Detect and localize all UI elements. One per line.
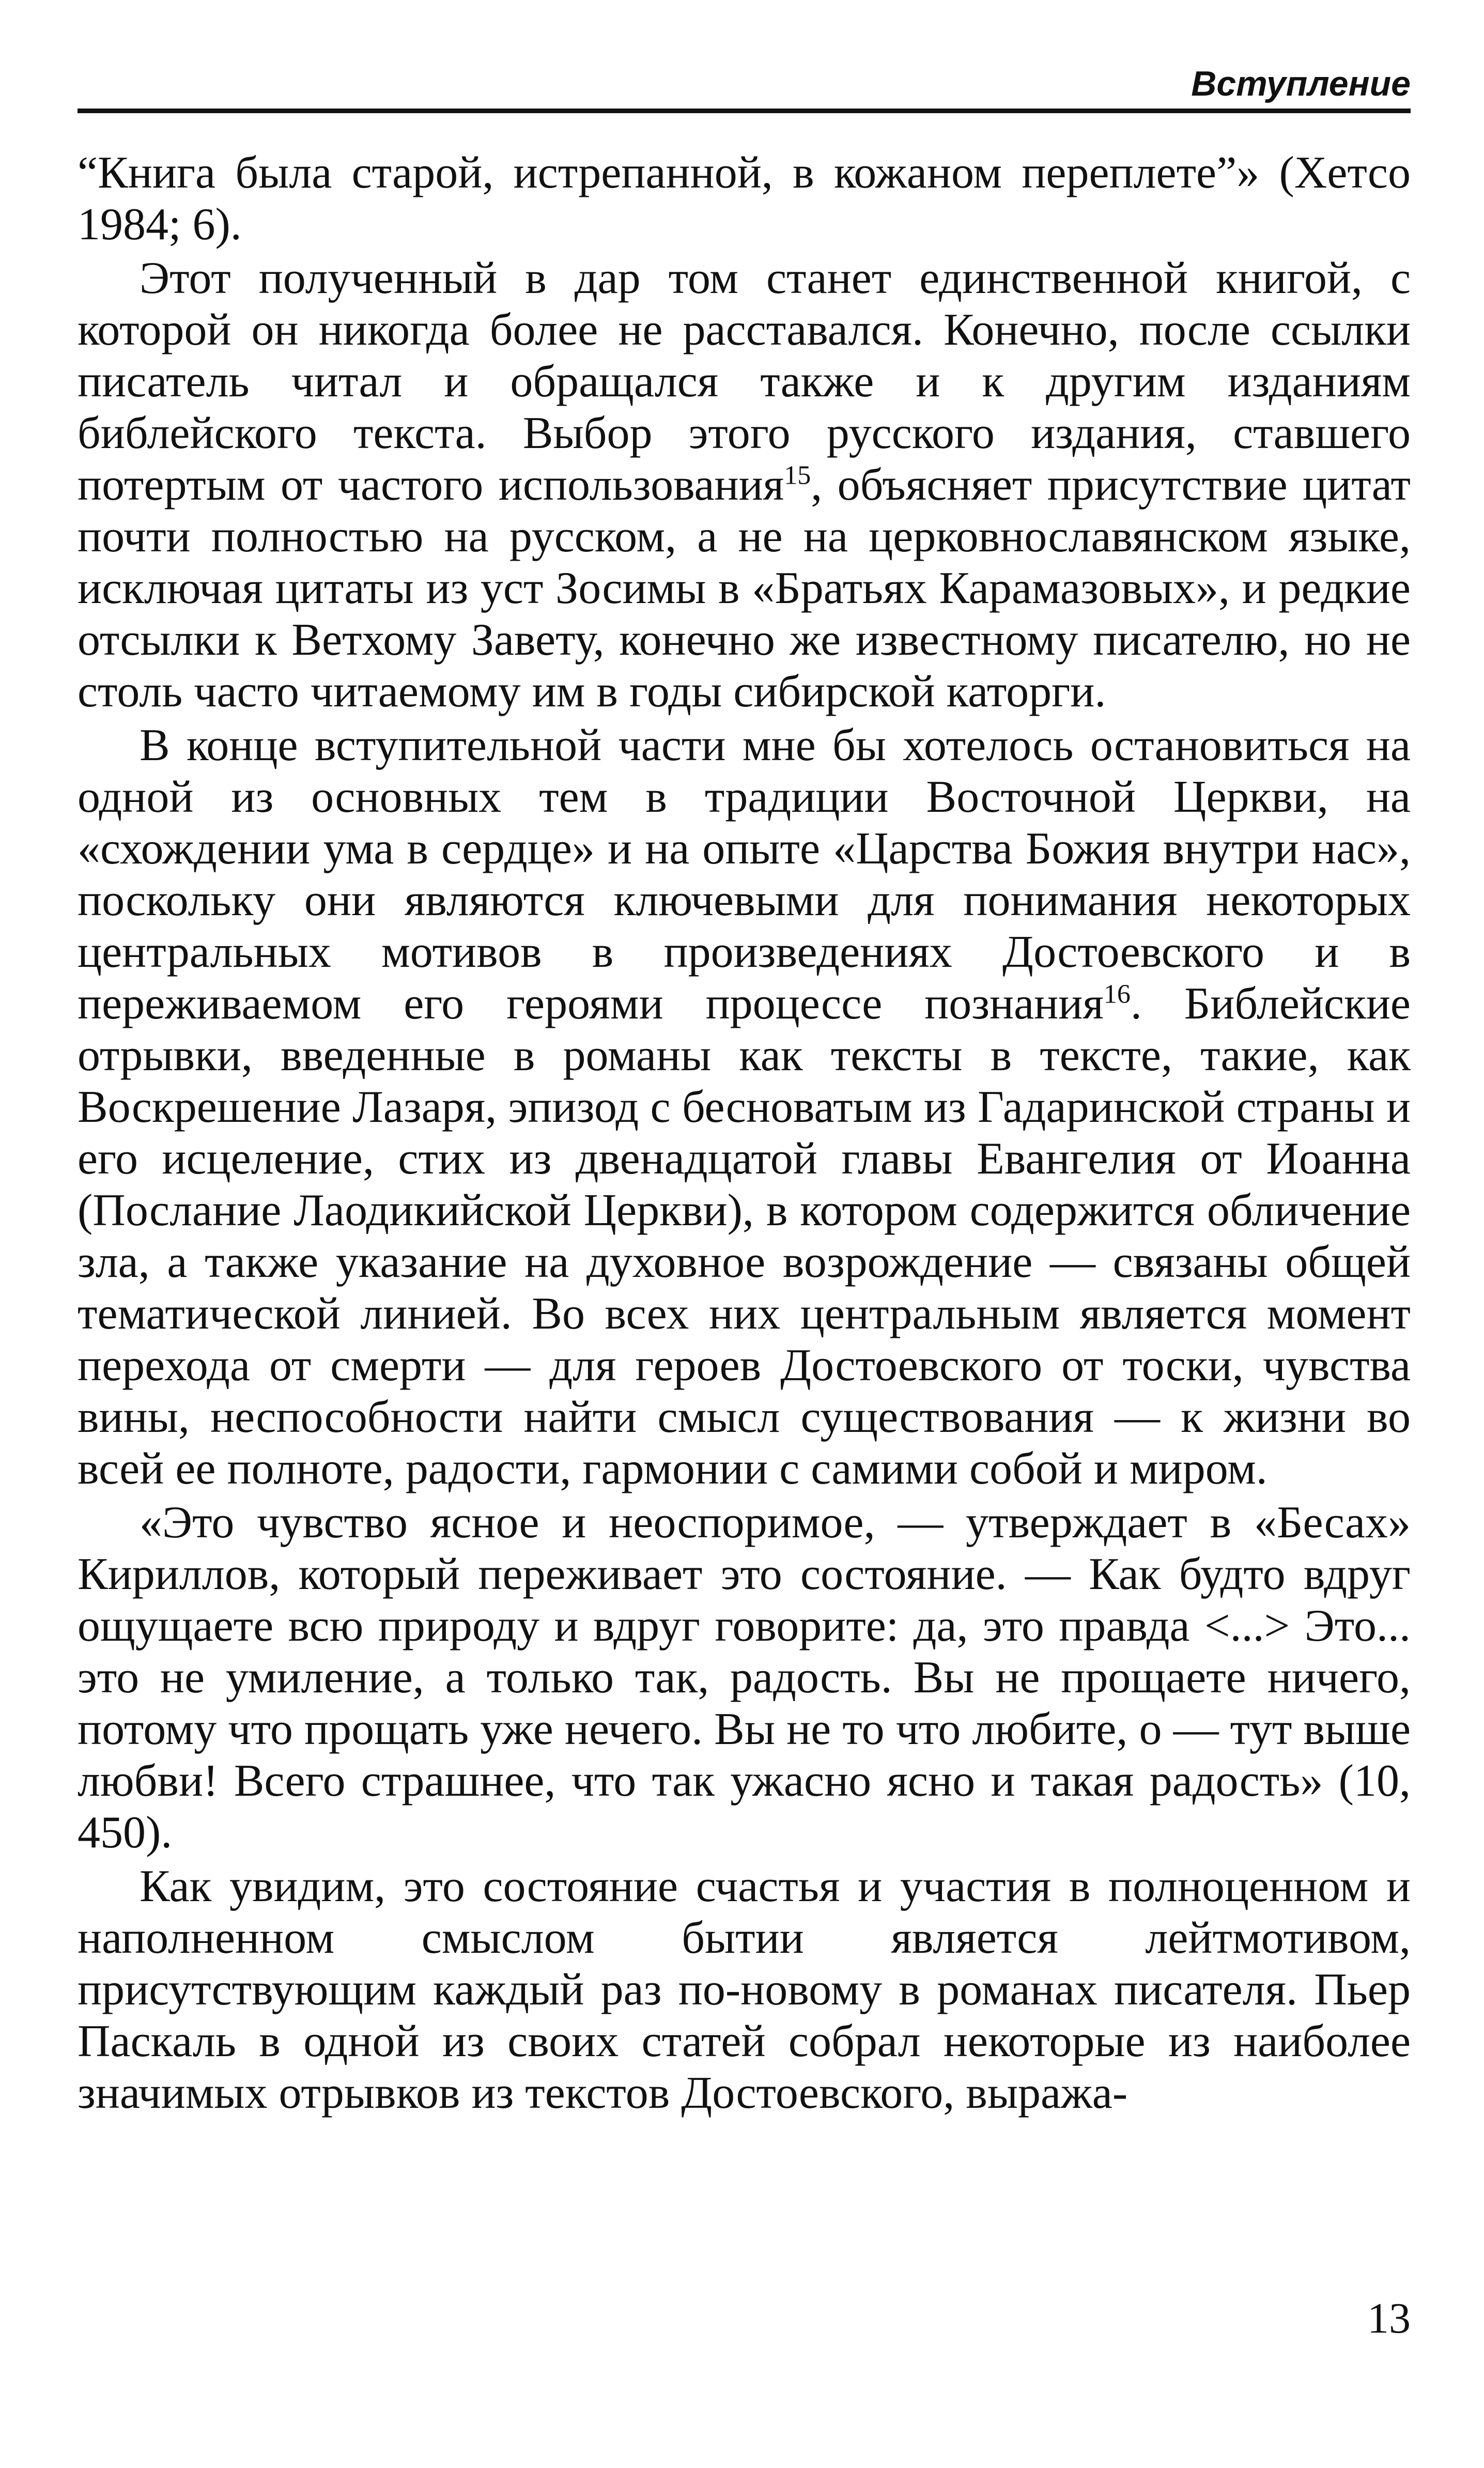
paragraph-text: «Это чувство ясное и неоспоримое, — утверждает в «Бесах» Кириллов, который переживает это состояние. — Как будто вдруг ощущаете всю природу и вдруг говорите: да, это правда <...> Это... это не умиление, а только так, радость. Вы не прощаете ничего, потому что прощать уже нечего. Вы не то что любите, о — тут выше любви! Всего страшнее, что так ужасно ясно и такая радость» (10, 450). <box>78 1498 1411 1858</box>
paragraph-text: В конце вступительной части мне бы хотелось остановиться на одной из основных тем в традиции Восточной Церкви, на «схождении ума в сердце» и на опыте «Царства Божия внутри нас», поскольку они являются ключевыми для понимания некоторых центральных мотивов в произведениях Достоевского и в переживаемом его героями процессе познания <box>78 720 1411 1029</box>
running-header <box>78 47 1411 113</box>
paragraph-text-continued: , объясняет присутствие цитат почти полностью на русском, а не на церковнославянском языке, исключая цитаты из уст Зосимы в «Братьях Карамазовых», и редкие отсылки к Ветхому Завету, конечно же известному писателю, но не столь часто читаемому им в годы сибирской каторги. <box>78 460 1411 717</box>
footnote-marker: 15 <box>784 460 811 490</box>
body-text <box>78 147 1411 2121</box>
paragraph-3 <box>78 720 1411 1495</box>
paragraph-2 <box>78 253 1411 718</box>
running-title: Вступление <box>1191 64 1411 103</box>
paragraph-4 <box>78 1497 1411 1859</box>
page-number: 13 <box>1367 2294 1411 2342</box>
paragraph-text: Как увидим, это состояние счастья и участия в полноценном и наполненном смыслом бытии является лейтмотивом, присутствующим каждый раз по-новому в романах писателя. Пьер Паскаль в одной из своих статей собрал некоторые из наиболее значимых отрывков из текстов Достоевского, выража- <box>78 1861 1411 2118</box>
paragraph-text: Этот полученный в дар том станет единственной книгой, с которой он никогда более не расставался. Конечно, после ссылки писатель читал и обращался также и к другим изданиям библейского текста. Выбор этого русского издания, ставшего потертым от частого использования <box>78 253 1411 510</box>
paragraph-1 <box>78 147 1411 251</box>
paragraph-5 <box>78 1861 1411 2119</box>
paragraph-text-continued: . Библейские отрывки, введенные в романы как тексты в тексте, такие, как Воскрешение Лазаря, эпизод с бесноватым из Гадаринской страны и его исцеление, стих из двенадцатой главы Евангелия от Иоанна (Послание Лаодикийской Церкви), в котором содержится обличение зла, а также указание на духовное возрождение — связаны общей тематической линией. Во всех них центральным является момент перехода от смерти — для героев Достоевского от тоски, чувства вины, неспособности найти смысл существования — к жизни во всей ее полноте, радости, гармонии с самими собой и миром. <box>78 979 1411 1494</box>
paragraph-text: “Книга была старой, истрепанной, в кожаном переплете”» (Хетсо 1984; 6). <box>78 148 1411 250</box>
footnote-marker: 16 <box>1103 979 1131 1009</box>
